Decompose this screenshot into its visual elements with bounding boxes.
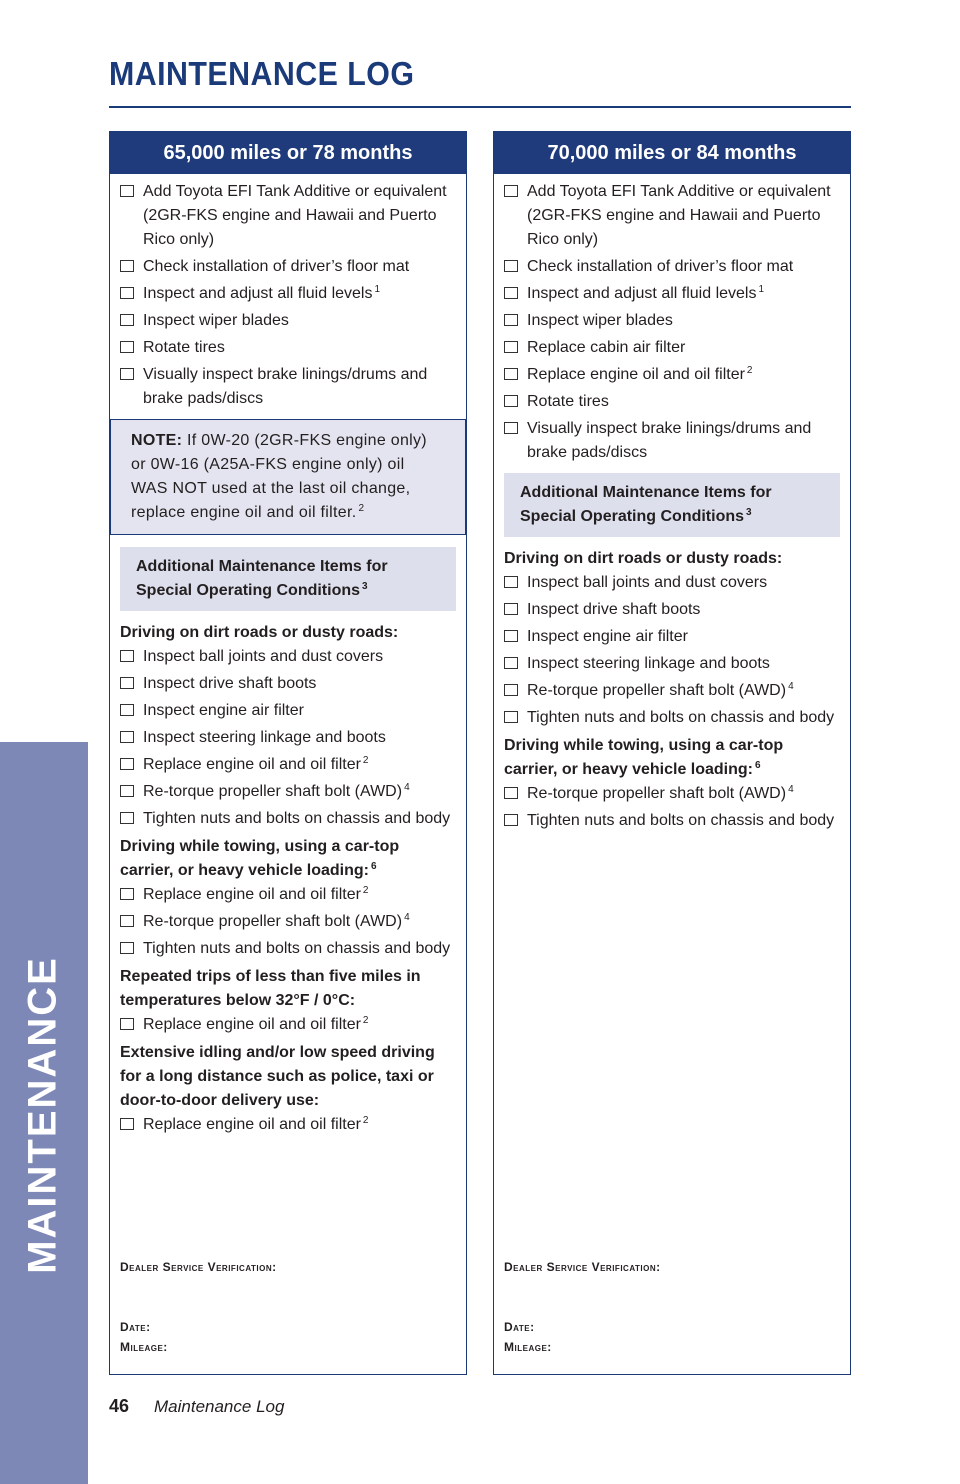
checkbox[interactable] bbox=[504, 185, 518, 197]
footnote-ref: 2 bbox=[362, 884, 369, 896]
condition-heading: Driving on dirt roads or dusty roads: bbox=[504, 550, 783, 567]
checklist-item-text: Tighten nuts and bolts on chassis and body bbox=[527, 812, 835, 829]
footnote-ref: 4 bbox=[404, 911, 410, 923]
checklist-item bbox=[504, 180, 840, 252]
condition-heading: Extensive idling and/or low speed driving for a long distance such as police, taxi or door-to-door delivery use: bbox=[120, 1044, 435, 1109]
checkbox[interactable] bbox=[120, 915, 134, 927]
condition-heading: Driving while towing, using a car-top carrier, or heavy vehicle loading: $^6$ bbox=[504, 737, 784, 778]
checklist-item bbox=[120, 336, 456, 360]
title-divider bbox=[109, 106, 851, 108]
checklist-item-text: Tighten nuts and bolts on chassis and body bbox=[527, 709, 835, 726]
checklist-item-text: Tighten nuts and bolts on chassis and body bbox=[143, 810, 451, 827]
additional-items-heading: Additional Maintenance Items for Special Operating Conditions $^3$ bbox=[120, 547, 456, 611]
checkbox[interactable] bbox=[504, 684, 518, 696]
checklist-item bbox=[120, 807, 456, 831]
checklist-item bbox=[120, 180, 456, 252]
checklist-item bbox=[120, 726, 456, 750]
checkbox[interactable] bbox=[120, 731, 134, 743]
checkbox[interactable] bbox=[504, 341, 518, 353]
checklist-item-text: Inspect and adjust all fluid levels bbox=[143, 285, 373, 302]
side-tab-label: MAINTENANCE bbox=[20, 956, 65, 1274]
footnote-ref: 1 bbox=[758, 283, 765, 295]
page-section-title: Maintenance Log bbox=[154, 1397, 285, 1416]
checklist-item-text: Inspect drive shaft boots bbox=[143, 675, 317, 692]
checklist-item-text: Replace engine oil and oil filter bbox=[143, 886, 361, 903]
checklist-item bbox=[504, 809, 840, 833]
checkbox[interactable] bbox=[120, 650, 134, 662]
checkbox[interactable] bbox=[120, 260, 134, 272]
checklist-item-text: Inspect wiper blades bbox=[143, 312, 289, 329]
checklist-item bbox=[504, 390, 840, 414]
footnote-ref: 2 bbox=[746, 364, 753, 376]
checklist-item-text: Inspect steering linkage and boots bbox=[143, 729, 386, 746]
dealer-verification: Dealer Service Verification: bbox=[120, 1260, 277, 1274]
page-title: MAINTENANCE LOG bbox=[109, 55, 415, 92]
checklist-item bbox=[120, 1113, 456, 1137]
checklist-item bbox=[504, 652, 840, 676]
checklist-item-text: Inspect engine air filter bbox=[527, 628, 688, 645]
checkbox[interactable] bbox=[504, 787, 518, 799]
checklist-item-text: Rotate tires bbox=[143, 339, 225, 356]
additional-items-heading: Additional Maintenance Items for Special Operating Conditions $^3$ bbox=[504, 473, 840, 537]
date-label: Date: bbox=[504, 1320, 535, 1334]
checkbox[interactable] bbox=[120, 888, 134, 900]
checkbox[interactable] bbox=[120, 758, 134, 770]
checklist-item-text: Re-torque propeller shaft bolt (AWD) bbox=[143, 783, 403, 800]
checklist-item-text: Check installation of driver’s floor mat bbox=[143, 258, 410, 275]
checklist-item-text: Tighten nuts and bolts on chassis and body bbox=[143, 940, 451, 957]
checklist-item-text: Check installation of driver’s floor mat bbox=[527, 258, 794, 275]
checklist-item bbox=[120, 937, 456, 961]
note-footnote: 2 bbox=[358, 502, 365, 514]
checklist-item-text: Add Toyota EFI Tank Additive or equivalent (2GR-FKS engine and Hawaii and Puerto Rico only) bbox=[143, 183, 447, 248]
checklist-item bbox=[120, 309, 456, 333]
side-tab-label-wrap bbox=[0, 956, 88, 1274]
checkbox[interactable] bbox=[504, 630, 518, 642]
footnote-ref: 4 bbox=[788, 680, 794, 692]
checklist-item bbox=[120, 645, 456, 669]
footnote-ref: 4 bbox=[788, 783, 794, 795]
checkbox[interactable] bbox=[120, 1018, 134, 1030]
checkbox[interactable] bbox=[504, 287, 518, 299]
checklist-item-text: Re-torque propeller shaft bolt (AWD) bbox=[527, 785, 787, 802]
footnote-ref: 2 bbox=[362, 1114, 369, 1126]
checkbox[interactable] bbox=[120, 677, 134, 689]
condition-heading: Driving while towing, using a car-top carrier, or heavy vehicle loading: $^6$ bbox=[120, 838, 400, 879]
checkbox[interactable] bbox=[504, 368, 518, 380]
checklist-item-text: Add Toyota EFI Tank Additive or equivalent (2GR-FKS engine and Hawaii and Puerto Rico only) bbox=[527, 183, 831, 248]
checkbox[interactable] bbox=[120, 1118, 134, 1130]
checklist-item-text: Inspect ball joints and dust covers bbox=[143, 648, 384, 665]
checklist-item-text: Inspect engine air filter bbox=[143, 702, 304, 719]
checklist-item bbox=[120, 282, 456, 306]
footnote-ref: 2 bbox=[362, 754, 369, 766]
checklist-item-text: Rotate tires bbox=[527, 393, 609, 410]
mileage-label: Mileage: bbox=[120, 1340, 168, 1354]
log-column-70000 bbox=[493, 131, 851, 1375]
note-text: If 0W-20 (2GR-FKS engine only) or 0W-16 (A25A-FKS engine only) oil WAS NOT used at the last oil change, replace engine oil and oil filter. bbox=[131, 432, 427, 521]
checkbox[interactable] bbox=[504, 603, 518, 615]
checklist-item bbox=[120, 672, 456, 696]
checkbox[interactable] bbox=[504, 422, 518, 434]
mileage-label: Mileage: bbox=[504, 1340, 552, 1354]
checklist-item bbox=[120, 753, 456, 777]
checkbox[interactable] bbox=[504, 657, 518, 669]
checklist-item-text: Replace engine oil and oil filter bbox=[527, 366, 745, 383]
checkbox[interactable] bbox=[504, 260, 518, 272]
oil-note bbox=[110, 419, 466, 535]
checklist-item bbox=[504, 782, 840, 806]
date-label: Date: bbox=[120, 1320, 151, 1334]
checkbox[interactable] bbox=[120, 314, 134, 326]
checklist-item bbox=[504, 679, 840, 703]
column-heading: 65,000 miles or 78 months bbox=[110, 132, 466, 174]
checkbox[interactable] bbox=[504, 314, 518, 326]
note-label: NOTE: bbox=[131, 432, 183, 449]
checkbox[interactable] bbox=[120, 368, 134, 380]
column-body bbox=[494, 174, 850, 833]
checklist-item-text: Replace engine oil and oil filter bbox=[143, 1116, 361, 1133]
checkbox[interactable] bbox=[120, 704, 134, 716]
checklist-item-text: Replace cabin air filter bbox=[527, 339, 686, 356]
checkbox[interactable] bbox=[504, 814, 518, 826]
checklist-item bbox=[504, 598, 840, 622]
checklist-item bbox=[120, 255, 456, 279]
checkbox[interactable] bbox=[504, 395, 518, 407]
task-list bbox=[120, 180, 456, 411]
footnote-ref: 1 bbox=[374, 283, 381, 295]
footnote-ref: 4 bbox=[404, 781, 410, 793]
checklist-item-text: Inspect wiper blades bbox=[527, 312, 673, 329]
page-number: 46 bbox=[109, 1396, 130, 1416]
condition-heading: Repeated trips of less than five miles in temperatures below 32°F / 0°C: bbox=[120, 968, 421, 1009]
checklist-item bbox=[504, 571, 840, 595]
checklist-item bbox=[504, 255, 840, 279]
checklist-item-text: Inspect ball joints and dust covers bbox=[527, 574, 768, 591]
checklist-item bbox=[120, 780, 456, 804]
checklist-item bbox=[120, 1013, 456, 1037]
checklist-item bbox=[504, 282, 840, 306]
footnote-ref: 2 bbox=[362, 1014, 369, 1026]
conditions bbox=[120, 621, 456, 1137]
checkbox[interactable] bbox=[120, 341, 134, 353]
checklist-item-text: Visually inspect brake linings/drums and brake pads/discs bbox=[527, 420, 812, 461]
checkbox[interactable] bbox=[120, 942, 134, 954]
task-list bbox=[504, 180, 840, 465]
column-heading: 70,000 miles or 84 months bbox=[494, 132, 850, 174]
checkbox[interactable] bbox=[504, 576, 518, 588]
conditions bbox=[504, 547, 840, 833]
checklist-item-text: Re-torque propeller shaft bolt (AWD) bbox=[143, 913, 403, 930]
checklist-item bbox=[120, 699, 456, 723]
checklist-item-text: Replace engine oil and oil filter bbox=[143, 1016, 361, 1033]
checklist-item bbox=[504, 625, 840, 649]
checkbox[interactable] bbox=[120, 812, 134, 824]
checklist-item-text: Inspect and adjust all fluid levels bbox=[527, 285, 757, 302]
dealer-verification: Dealer Service Verification: bbox=[504, 1260, 661, 1274]
checklist-item-text: Replace engine oil and oil filter bbox=[143, 756, 361, 773]
log-column-65000 bbox=[109, 131, 467, 1375]
column-body bbox=[110, 174, 466, 1137]
checkbox[interactable] bbox=[120, 785, 134, 797]
condition-heading: Driving on dirt roads or dusty roads: bbox=[120, 624, 399, 641]
checklist-item-text: Re-torque propeller shaft bolt (AWD) bbox=[527, 682, 787, 699]
checklist-item bbox=[504, 363, 840, 387]
checkbox[interactable] bbox=[504, 711, 518, 723]
checklist-item-text: Inspect drive shaft boots bbox=[527, 601, 701, 618]
checklist-item bbox=[120, 910, 456, 934]
checklist-item-text: Visually inspect brake linings/drums and brake pads/discs bbox=[143, 366, 428, 407]
checklist-item bbox=[504, 417, 840, 465]
checklist-item bbox=[120, 363, 456, 411]
checkbox[interactable] bbox=[120, 185, 134, 197]
checklist-item bbox=[504, 706, 840, 730]
checklist-item-text: Inspect steering linkage and boots bbox=[527, 655, 770, 672]
checkbox[interactable] bbox=[120, 287, 134, 299]
checklist-item bbox=[504, 309, 840, 333]
checklist-item bbox=[120, 883, 456, 907]
checklist-item bbox=[504, 336, 840, 360]
